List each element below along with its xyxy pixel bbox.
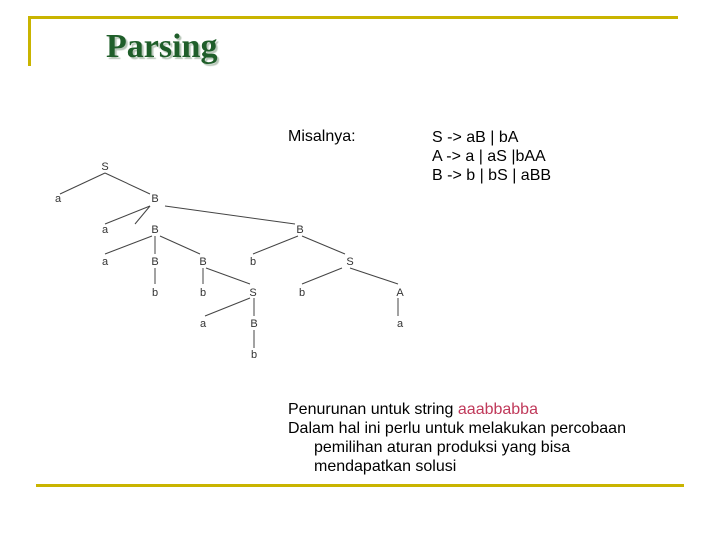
tree-node: b — [250, 349, 258, 361]
grammar-rule-b: B -> b | bS | aBB — [432, 167, 552, 184]
edge — [105, 206, 150, 224]
frame-left-rule — [28, 16, 31, 66]
edge — [165, 206, 295, 224]
edge — [60, 173, 105, 194]
tree-node: S — [346, 256, 354, 268]
tree-node: A — [396, 287, 404, 299]
tree-node: B — [296, 224, 304, 236]
edge — [302, 268, 342, 284]
tree-node: a — [396, 318, 404, 330]
notes-line-explanation: Dalam hal ini perlu untuk melakukan percobaan — [288, 420, 626, 437]
tree-node: S — [101, 161, 109, 173]
parse-tree — [40, 150, 420, 365]
tree-node: a — [101, 256, 109, 268]
notes-line-end: mendapatkan solusi — [314, 458, 457, 475]
notes-text — [288, 400, 688, 476]
tree-node: B — [250, 318, 258, 330]
tree-node: B — [151, 224, 159, 236]
tree-node: b — [249, 256, 257, 268]
notes-line-continuation: pemilihan aturan produksi yang bisa — [314, 439, 571, 456]
example-label: Misalnya: — [288, 128, 356, 145]
slide-title: Parsing — [106, 28, 218, 65]
edge — [350, 268, 398, 284]
grammar-rule-s: S -> aB | bA — [432, 129, 519, 146]
edge — [105, 173, 150, 194]
target-string: aaabbabba — [457, 401, 538, 418]
notes-prefix: Penurunan untuk string — [288, 401, 458, 418]
grammar-rules — [432, 128, 551, 185]
grammar-rule-a: A -> a | aS |bAA — [432, 148, 546, 165]
notes-line-derivation — [288, 400, 688, 419]
edge — [205, 298, 250, 316]
frame-bottom-rule — [36, 484, 684, 487]
tree-node: S — [249, 287, 257, 299]
tree-node: b — [199, 287, 207, 299]
edge — [253, 236, 298, 254]
tree-node: a — [54, 193, 62, 205]
edge — [206, 268, 250, 284]
edge — [160, 236, 200, 254]
edge — [302, 236, 345, 254]
tree-node: b — [298, 287, 306, 299]
tree-node: B — [151, 256, 159, 268]
tree-node: B — [199, 256, 207, 268]
tree-node: a — [101, 224, 109, 236]
frame-top-rule — [28, 16, 678, 19]
tree-node: B — [151, 193, 159, 205]
tree-node: a — [199, 318, 207, 330]
edge — [105, 236, 152, 254]
tree-node: b — [151, 287, 159, 299]
